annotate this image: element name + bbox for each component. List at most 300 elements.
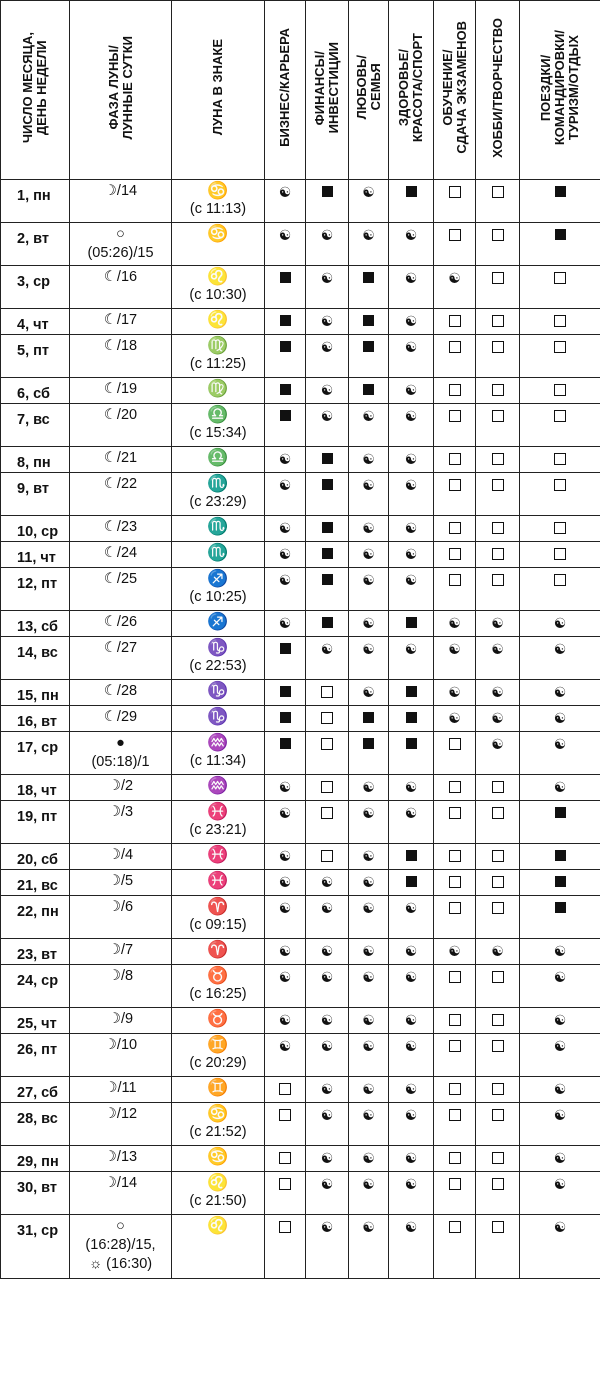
zodiac-sign-cell xyxy=(172,896,265,939)
moon-phase-cell xyxy=(70,1103,172,1146)
business-cell xyxy=(265,775,306,801)
zodiac-sign-time: (с 21:50) xyxy=(189,1193,247,1209)
yin-yang-icon: ☯ xyxy=(362,520,375,536)
zodiac-sign-cell xyxy=(172,965,265,1008)
header-row xyxy=(1,1,600,180)
moon-phase-cell xyxy=(70,611,172,637)
zodiac-sign-cell xyxy=(172,775,265,801)
zodiac-sign-cell xyxy=(172,542,265,568)
yin-yang-icon: ☯ xyxy=(278,184,292,200)
love-cell xyxy=(349,335,389,378)
moon-phase-icon: ☽/3 xyxy=(107,804,134,820)
yin-yang-icon: ☯ xyxy=(320,943,334,959)
finance-cell xyxy=(306,1215,349,1279)
health-cell xyxy=(389,1008,434,1034)
yin-yang-icon: ☯ xyxy=(404,382,418,398)
white-square-icon xyxy=(449,186,461,198)
moon-phase-cell xyxy=(70,1034,172,1077)
moon-phase-icon: ☽/10 xyxy=(103,1037,138,1053)
moon-phase-cell xyxy=(70,1146,172,1172)
yin-yang-icon: ☯ xyxy=(404,1150,418,1166)
study-cell xyxy=(434,775,476,801)
health-cell xyxy=(389,447,434,473)
hobby-cell xyxy=(476,775,520,801)
study-cell xyxy=(434,1077,476,1103)
health-cell xyxy=(389,516,434,542)
white-square-icon xyxy=(279,1083,291,1095)
yin-yang-icon: ☯ xyxy=(362,1219,375,1235)
yin-yang-icon: ☯ xyxy=(448,710,461,726)
date-cell: 15, пн xyxy=(1,680,70,706)
health-cell xyxy=(389,732,434,775)
moon-phase-icon: ☾/20 xyxy=(103,407,138,423)
travel-cell xyxy=(520,680,600,706)
travel-cell xyxy=(520,896,600,939)
study-cell xyxy=(434,1146,476,1172)
moon-phase-cell xyxy=(70,1172,172,1215)
black-square-icon xyxy=(406,850,417,861)
header-love xyxy=(349,1,389,180)
finance-cell xyxy=(306,516,349,542)
yin-yang-icon: ☯ xyxy=(404,805,418,821)
yin-yang-icon: ☯ xyxy=(278,943,292,959)
yin-yang-icon: ☯ xyxy=(278,969,292,985)
travel-cell xyxy=(520,637,600,680)
white-square-icon xyxy=(492,1109,504,1121)
yin-yang-icon: ☯ xyxy=(404,408,418,424)
travel-cell xyxy=(520,309,600,335)
yin-yang-icon: ☯ xyxy=(362,1038,375,1054)
finance-cell xyxy=(306,473,349,516)
zodiac-sign-time: (с 15:34) xyxy=(189,425,247,441)
white-square-icon xyxy=(449,1014,461,1026)
white-square-icon xyxy=(554,453,566,465)
moon-phase-icon: ☽/5 xyxy=(107,873,134,889)
table-row xyxy=(1,266,600,309)
study-cell xyxy=(434,568,476,611)
white-square-icon xyxy=(492,548,504,560)
travel-cell xyxy=(520,1215,600,1279)
moon-phase-cell xyxy=(70,1215,172,1279)
table-row xyxy=(1,335,600,378)
love-cell xyxy=(349,447,389,473)
zodiac-sign-icon: ♋ xyxy=(207,1104,229,1123)
zodiac-sign-icon: ♓ xyxy=(207,845,229,864)
yin-yang-icon: ☯ xyxy=(404,572,418,588)
moon-phase-cell xyxy=(70,775,172,801)
health-cell xyxy=(389,965,434,1008)
white-square-icon xyxy=(449,781,461,793)
white-square-icon xyxy=(321,850,333,862)
travel-cell xyxy=(520,939,600,965)
white-square-icon xyxy=(321,738,333,750)
moon-phase-cell xyxy=(70,404,172,447)
yin-yang-icon: ☯ xyxy=(278,572,292,588)
white-square-icon xyxy=(554,479,566,491)
love-cell xyxy=(349,516,389,542)
header-business xyxy=(265,1,306,180)
yin-yang-icon: ☯ xyxy=(404,339,418,355)
yin-yang-icon: ☯ xyxy=(320,1038,334,1054)
health-cell xyxy=(389,568,434,611)
travel-cell xyxy=(520,1172,600,1215)
business-cell xyxy=(265,378,306,404)
moon-phase-cell xyxy=(70,516,172,542)
travel-cell xyxy=(520,266,600,309)
finance-cell xyxy=(306,542,349,568)
yin-yang-icon: ☯ xyxy=(362,1176,375,1192)
yin-yang-icon: ☯ xyxy=(553,1150,567,1166)
white-square-icon xyxy=(449,479,461,491)
study-cell xyxy=(434,844,476,870)
business-cell xyxy=(265,1103,306,1146)
white-square-icon xyxy=(449,315,461,327)
health-cell xyxy=(389,801,434,844)
white-square-icon xyxy=(492,341,504,353)
finance-cell xyxy=(306,309,349,335)
zodiac-sign-icon: ♐ xyxy=(207,569,229,588)
zodiac-sign-icon: ♐ xyxy=(207,612,229,631)
moon-phase-cell xyxy=(70,844,172,870)
yin-yang-icon: ☯ xyxy=(362,451,375,467)
table-row xyxy=(1,965,600,1008)
yin-yang-icon: ☯ xyxy=(362,900,375,916)
health-cell xyxy=(389,870,434,896)
finance-cell xyxy=(306,637,349,680)
black-square-icon xyxy=(406,686,417,697)
zodiac-sign-icon: ♍ xyxy=(207,336,229,355)
finance-cell xyxy=(306,223,349,266)
zodiac-sign-icon: ♏ xyxy=(207,543,229,562)
table-row xyxy=(1,775,600,801)
finance-cell xyxy=(306,870,349,896)
table-row xyxy=(1,611,600,637)
yin-yang-icon: ☯ xyxy=(320,1081,334,1097)
table-row xyxy=(1,473,600,516)
zodiac-sign-cell xyxy=(172,1103,265,1146)
yin-yang-icon: ☯ xyxy=(491,615,504,631)
black-square-icon xyxy=(406,186,417,197)
black-square-icon xyxy=(555,902,566,913)
yin-yang-icon: ☯ xyxy=(320,641,334,657)
finance-cell xyxy=(306,801,349,844)
zodiac-sign-cell xyxy=(172,1215,265,1279)
yin-yang-icon: ☯ xyxy=(278,874,292,890)
finance-cell xyxy=(306,611,349,637)
zodiac-sign-cell xyxy=(172,335,265,378)
yin-yang-icon: ☯ xyxy=(320,874,334,890)
black-square-icon xyxy=(555,807,566,818)
health-cell xyxy=(389,404,434,447)
love-cell xyxy=(349,473,389,516)
yin-yang-icon: ☯ xyxy=(404,477,418,493)
business-cell xyxy=(265,568,306,611)
yin-yang-icon: ☯ xyxy=(320,408,334,424)
hobby-cell xyxy=(476,1172,520,1215)
zodiac-sign-time: (с 09:15) xyxy=(189,917,247,933)
business-cell xyxy=(265,706,306,732)
white-square-icon xyxy=(449,738,461,750)
hobby-cell xyxy=(476,680,520,706)
study-cell xyxy=(434,732,476,775)
date-cell: 13, сб xyxy=(1,611,70,637)
moon-phase-icon: ☾/26 xyxy=(103,614,138,630)
finance-cell xyxy=(306,1008,349,1034)
date-cell: 5, пт xyxy=(1,335,70,378)
table-row xyxy=(1,844,600,870)
black-square-icon xyxy=(280,272,291,283)
table-row xyxy=(1,732,600,775)
zodiac-sign-icon: ♎ xyxy=(207,448,229,467)
yin-yang-icon: ☯ xyxy=(404,313,418,329)
yin-yang-icon: ☯ xyxy=(362,779,375,795)
business-cell xyxy=(265,939,306,965)
white-square-icon xyxy=(449,522,461,534)
travel-cell xyxy=(520,706,600,732)
black-square-icon xyxy=(280,738,291,749)
travel-cell xyxy=(520,404,600,447)
black-square-icon xyxy=(555,876,566,887)
study-cell xyxy=(434,801,476,844)
yin-yang-icon: ☯ xyxy=(362,943,375,959)
black-square-icon xyxy=(280,410,291,421)
white-square-icon xyxy=(492,453,504,465)
white-square-icon xyxy=(554,548,566,560)
travel-cell xyxy=(520,223,600,266)
study-cell xyxy=(434,223,476,266)
white-square-icon xyxy=(449,1109,461,1121)
moon-phase-cell xyxy=(70,335,172,378)
date-cell: 25, чт xyxy=(1,1008,70,1034)
white-square-icon xyxy=(492,1014,504,1026)
moon-phase-icon: ☽/13 xyxy=(103,1149,138,1165)
health-cell xyxy=(389,266,434,309)
table-row xyxy=(1,939,600,965)
finance-cell xyxy=(306,1172,349,1215)
header-health-label: ЗДОРОВЬЕ/ КРАСОТА/СПОРТ xyxy=(396,32,425,143)
header-phase xyxy=(70,1,172,180)
moon-phase-icon: ● xyxy=(116,735,125,751)
hobby-cell xyxy=(476,801,520,844)
white-square-icon xyxy=(492,902,504,914)
yin-yang-icon: ☯ xyxy=(320,270,334,286)
white-square-icon xyxy=(321,781,333,793)
business-cell xyxy=(265,473,306,516)
business-cell xyxy=(265,637,306,680)
table-row xyxy=(1,1172,600,1215)
yin-yang-icon: ☯ xyxy=(278,546,292,562)
moon-phase-cell xyxy=(70,939,172,965)
white-square-icon xyxy=(449,384,461,396)
header-study xyxy=(434,1,476,180)
yin-yang-icon: ☯ xyxy=(404,1081,418,1097)
study-cell xyxy=(434,611,476,637)
date-cell: 1, пн xyxy=(1,180,70,223)
yin-yang-icon: ☯ xyxy=(362,874,375,890)
hobby-cell xyxy=(476,516,520,542)
travel-cell xyxy=(520,1034,600,1077)
hobby-cell xyxy=(476,1008,520,1034)
zodiac-sign-icon: ♏ xyxy=(207,517,229,536)
black-square-icon xyxy=(322,548,333,559)
love-cell xyxy=(349,180,389,223)
moon-phase-icon: ☽/12 xyxy=(103,1106,138,1122)
love-cell xyxy=(349,844,389,870)
yin-yang-icon: ☯ xyxy=(320,313,334,329)
moon-phase-cell xyxy=(70,266,172,309)
black-square-icon xyxy=(280,315,291,326)
hobby-cell xyxy=(476,1146,520,1172)
moon-phase-cell xyxy=(70,870,172,896)
moon-phase-cell xyxy=(70,1077,172,1103)
moon-phase-cell xyxy=(70,309,172,335)
yin-yang-icon: ☯ xyxy=(320,1012,334,1028)
finance-cell xyxy=(306,706,349,732)
study-cell xyxy=(434,939,476,965)
health-cell xyxy=(389,378,434,404)
study-cell xyxy=(434,1103,476,1146)
moon-phase-icon: ☾/19 xyxy=(103,381,138,397)
header-health xyxy=(389,1,434,180)
finance-cell xyxy=(306,404,349,447)
black-square-icon xyxy=(280,686,291,697)
eclipse-time: ☼ (16:30) xyxy=(88,1256,153,1272)
zodiac-sign-cell xyxy=(172,680,265,706)
moon-phase-icon: ☾/28 xyxy=(103,683,138,699)
white-square-icon xyxy=(449,341,461,353)
business-cell xyxy=(265,844,306,870)
black-square-icon xyxy=(280,341,291,352)
business-cell xyxy=(265,223,306,266)
table-row xyxy=(1,542,600,568)
moon-phase-icon: ○ xyxy=(116,1218,125,1234)
moon-phase-cell xyxy=(70,1008,172,1034)
health-cell xyxy=(389,1172,434,1215)
zodiac-sign-cell xyxy=(172,180,265,223)
date-cell: 14, вс xyxy=(1,637,70,680)
yin-yang-icon: ☯ xyxy=(404,969,418,985)
date-cell: 22, пн xyxy=(1,896,70,939)
header-love-label: ЛЮБОВЬ/ СЕМЬЯ xyxy=(353,55,383,120)
travel-cell xyxy=(520,1077,600,1103)
moon-phase-icon: ☽/8 xyxy=(107,968,134,984)
zodiac-sign-cell xyxy=(172,801,265,844)
moon-phase-cell xyxy=(70,180,172,223)
yin-yang-icon: ☯ xyxy=(362,615,375,631)
yin-yang-icon: ☯ xyxy=(362,184,375,200)
study-cell xyxy=(434,896,476,939)
travel-cell xyxy=(520,965,600,1008)
yin-yang-icon: ☯ xyxy=(278,848,292,864)
black-square-icon xyxy=(322,522,333,533)
love-cell xyxy=(349,1034,389,1077)
moon-phase-cell xyxy=(70,378,172,404)
white-square-icon xyxy=(492,781,504,793)
yin-yang-icon: ☯ xyxy=(553,1081,567,1097)
moon-phase-cell xyxy=(70,568,172,611)
zodiac-sign-cell xyxy=(172,266,265,309)
zodiac-sign-cell xyxy=(172,378,265,404)
table-row xyxy=(1,1077,600,1103)
hobby-cell xyxy=(476,180,520,223)
black-square-icon xyxy=(280,643,291,654)
hobby-cell xyxy=(476,1103,520,1146)
study-cell xyxy=(434,870,476,896)
white-square-icon xyxy=(449,807,461,819)
business-cell xyxy=(265,801,306,844)
white-square-icon xyxy=(554,522,566,534)
black-square-icon xyxy=(406,712,417,723)
zodiac-sign-cell xyxy=(172,447,265,473)
date-cell: 18, чт xyxy=(1,775,70,801)
finance-cell xyxy=(306,335,349,378)
health-cell xyxy=(389,896,434,939)
health-cell xyxy=(389,1034,434,1077)
moon-phase-cell xyxy=(70,680,172,706)
yin-yang-icon: ☯ xyxy=(320,1150,334,1166)
yin-yang-icon: ☯ xyxy=(362,1150,375,1166)
zodiac-sign-icon: ♓ xyxy=(207,802,229,821)
study-cell xyxy=(434,447,476,473)
hobby-cell xyxy=(476,732,520,775)
table-row xyxy=(1,801,600,844)
zodiac-sign-icon: ♉ xyxy=(207,966,229,985)
date-cell: 4, чт xyxy=(1,309,70,335)
hobby-cell xyxy=(476,1034,520,1077)
hobby-cell xyxy=(476,637,520,680)
moon-phase-icon: ☾/24 xyxy=(103,545,138,561)
travel-cell xyxy=(520,180,600,223)
finance-cell xyxy=(306,1103,349,1146)
moon-phase-cell xyxy=(70,223,172,266)
yin-yang-icon: ☯ xyxy=(404,546,418,562)
hobby-cell xyxy=(476,896,520,939)
hobby-cell xyxy=(476,1215,520,1279)
zodiac-sign-time: (с 10:25) xyxy=(189,589,247,605)
hobby-cell xyxy=(476,965,520,1008)
study-cell xyxy=(434,180,476,223)
yin-yang-icon: ☯ xyxy=(553,1176,567,1192)
finance-cell xyxy=(306,378,349,404)
finance-cell xyxy=(306,896,349,939)
zodiac-sign-icon: ♒ xyxy=(207,733,229,752)
moon-phase-cell xyxy=(70,732,172,775)
zodiac-sign-icon: ♎ xyxy=(207,405,229,424)
white-square-icon xyxy=(554,410,566,422)
yin-yang-icon: ☯ xyxy=(320,227,334,243)
yin-yang-icon: ☯ xyxy=(278,900,292,916)
moon-phase-icon: ☽/9 xyxy=(107,1011,134,1027)
study-cell xyxy=(434,1008,476,1034)
health-cell xyxy=(389,223,434,266)
zodiac-sign-icon: ♍ xyxy=(207,379,229,398)
zodiac-sign-time: (с 11:13) xyxy=(189,201,247,217)
love-cell xyxy=(349,706,389,732)
yin-yang-icon: ☯ xyxy=(553,1219,567,1235)
black-square-icon xyxy=(363,384,374,395)
moon-phase-time: (16:28)/15, xyxy=(85,1237,156,1253)
yin-yang-icon: ☯ xyxy=(362,572,375,588)
zodiac-sign-icon: ♏ xyxy=(207,474,229,493)
study-cell xyxy=(434,706,476,732)
white-square-icon xyxy=(279,1178,291,1190)
table-row xyxy=(1,1008,600,1034)
date-cell: 28, вс xyxy=(1,1103,70,1146)
zodiac-sign-time: (с 10:30) xyxy=(189,287,247,303)
hobby-cell xyxy=(476,568,520,611)
business-cell xyxy=(265,180,306,223)
love-cell xyxy=(349,637,389,680)
